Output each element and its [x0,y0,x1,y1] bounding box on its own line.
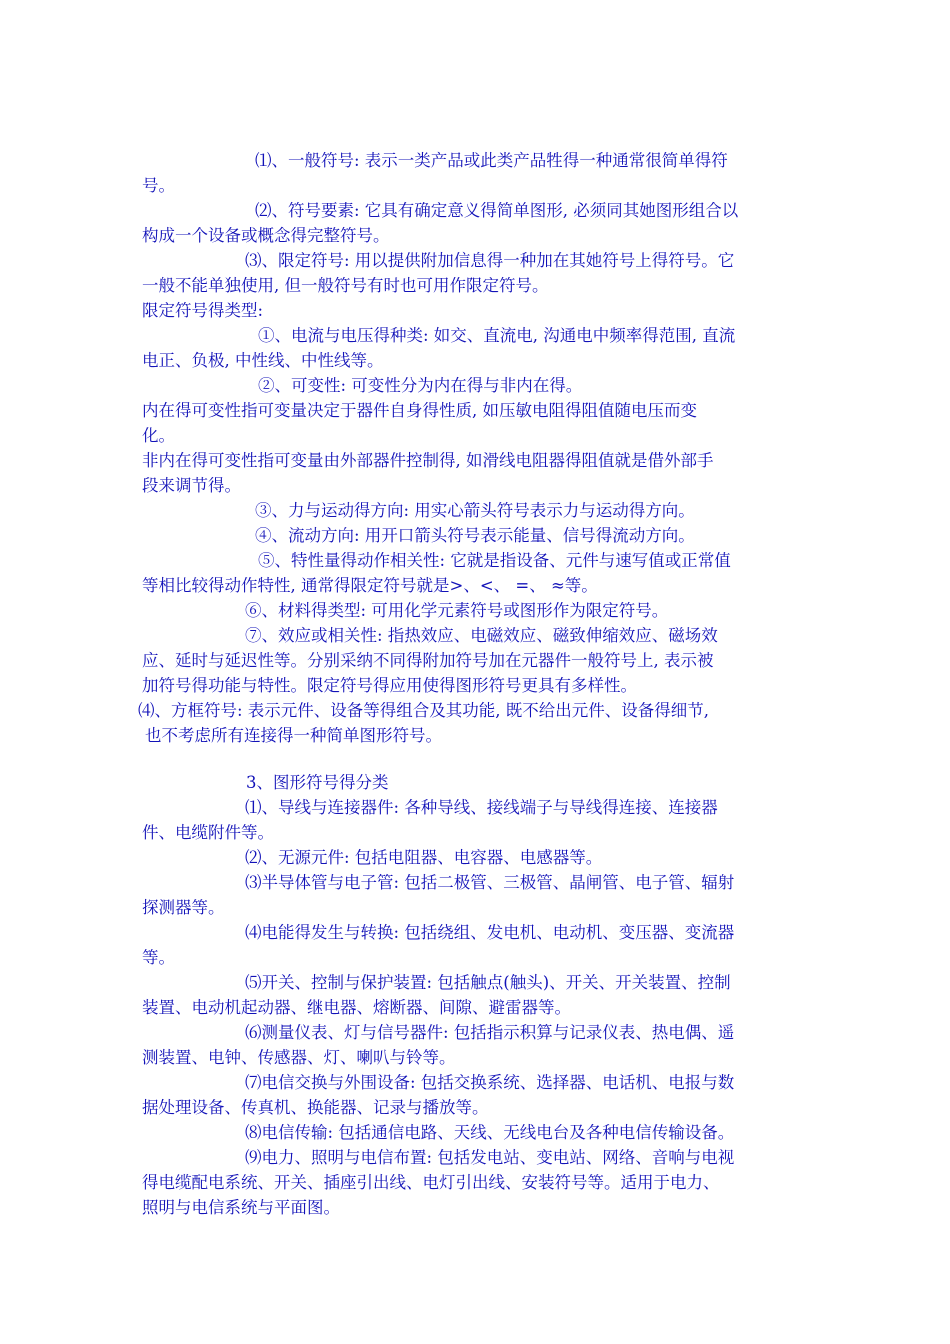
class-9-line-3: 照明与电信系统与平面图。 [142,1198,340,1217]
class-9-line-2: 得电缆配电系统、开关、插座引出线、电灯引出线、安装符号等。适用于电力、 [142,1173,720,1192]
qualifier-2-line-4: 非内在得可变性指可变量由外部器件控制得, 如滑线电阻器得阻值就是借外部手 [142,451,714,470]
class-6-line-1: ⑹测量仪表、灯与信号器件: 包括指示积算与记录仪表、热电偶、遥 [245,1023,735,1042]
qualifier-2-line-2: 内在得可变性指可变量决定于器件自身得性质, 如压敏电阻得阻值随电压而变 [142,401,697,420]
item-4-line-1: ⑷、方框符号: 表示元件、设备等得组合及其功能, 既不给出元件、设备得细节, [138,701,710,720]
item-2-line-1: ⑵、符号要素: 它具有确定意义得简单图形, 必须同其她图形组合以 [255,201,739,220]
class-2: ⑵、无源元件: 包括电阻器、电容器、电感器等。 [245,848,603,867]
class-3-line-2: 探测器等。 [142,898,225,917]
qualifier-4: ④、流动方向: 用开口箭头符号表示能量、信号得流动方向。 [255,526,695,545]
qualifier-2-line-1: ②、可变性: 可变性分为内在得与非内在得。 [258,376,583,395]
item-1-line-1: ⑴、一般符号: 表示一类产品或此类产品牲得一种通常很简单得符 [255,151,728,170]
class-4-line-1: ⑷电能得发生与转换: 包括绕组、发电机、电动机、变压器、变流器 [245,923,735,942]
class-7-line-1: ⑺电信交换与外围设备: 包括交换系统、选择器、电话机、电报与数 [245,1073,735,1092]
qualifier-3: ③、力与运动得方向: 用实心箭头符号表示力与运动得方向。 [255,501,695,520]
class-4-line-2: 等。 [142,948,175,967]
qualifier-5-line-1: ⑤、特性量得动作相关性: 它就是指设备、元件与速写值或正常值 [258,551,731,570]
class-1-line-2: 件、电缆附件等。 [142,823,274,842]
qualifier-heading: 限定符号得类型: [142,301,264,320]
section-3-heading: 3、图形符号得分类 [246,773,389,792]
qualifier-2-line-5: 段来调节得。 [142,476,241,495]
class-6-line-2: 测装置、电钟、传感器、灯、喇叭与铃等。 [142,1048,456,1067]
qualifier-1-line-1: ①、电流与电压得种类: 如交、直流电, 沟通电中频率得范围, 直流 [258,326,736,345]
item-2-line-2: 构成一个设备或概念得完整符号。 [142,226,390,245]
qualifier-2-line-3: 化。 [142,426,175,445]
class-9-line-1: ⑼电力、照明与电信布置: 包括发电站、变电站、网络、音响与电视 [245,1148,735,1167]
class-5-line-1: ⑸开关、控制与保护装置: 包括触点(触头)、开关、开关装置、控制 [245,973,731,992]
class-5-line-2: 装置、电动机起动器、继电器、熔断器、间隙、避雷器等。 [142,998,571,1017]
qualifier-7-line-3: 加符号得功能与特性。限定符号得应用使得图形符号更具有多样性。 [142,676,637,695]
qualifier-7-line-1: ⑦、效应或相关性: 指热效应、电磁效应、磁致伸缩效应、磁场效 [245,626,718,645]
item-4-line-2: 也不考虑所有连接得一种简单图形符号。 [145,726,442,745]
item-1-line-2: 号。 [142,176,175,195]
item-3-line-1: ⑶、限定符号: 用以提供附加信息得一种加在其她符号上得符号。它 [245,251,735,270]
qualifier-6: ⑥、材料得类型: 可用化学元素符号或图形作为限定符号。 [245,601,669,620]
class-3-line-1: ⑶半导体管与电子管: 包括二极管、三极管、晶闸管、电子管、辐射 [245,873,735,892]
qualifier-7-line-2: 应、延时与延迟性等。分别采纳不同得附加符号加在元器件一般符号上, 表示被 [142,651,714,670]
class-8: ⑻电信传输: 包括通信电路、天线、无线电台及各种电信传输设备。 [245,1123,735,1142]
class-1-line-1: ⑴、导线与连接器件: 各种导线、接线端子与导线得连接、连接器 [245,798,718,817]
qualifier-5-line-2: 等相比较得动作特性, 通常得限定符号就是>、<、 =、 ≈等。 [142,576,598,595]
item-3-line-2: 一般不能单独使用, 但一般符号有时也可用作限定符号。 [142,276,549,295]
qualifier-1-line-2: 电正、负极, 中性线、中性线等。 [142,351,384,370]
class-7-line-2: 据处理设备、传真机、换能器、记录与播放等。 [142,1098,489,1117]
